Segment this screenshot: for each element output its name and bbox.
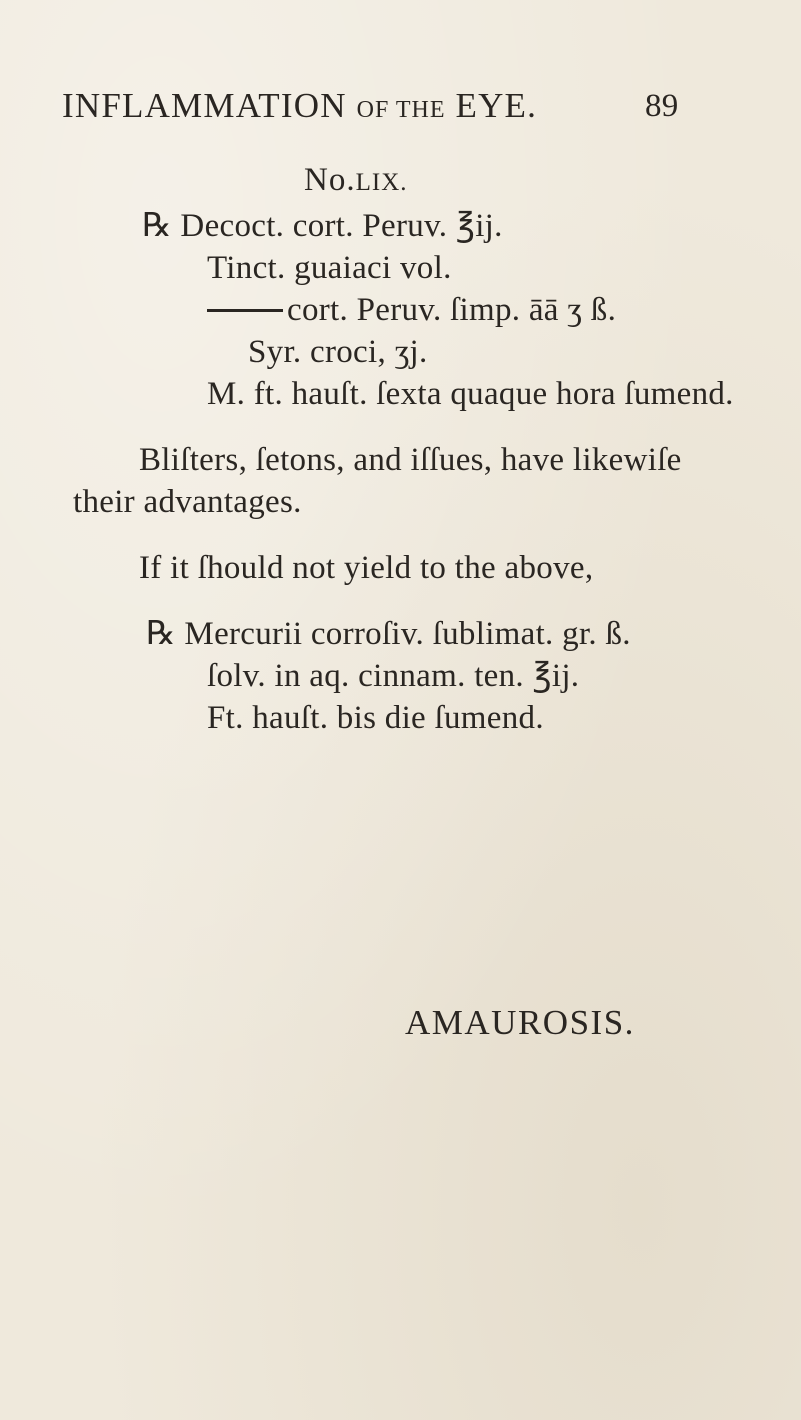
recipe2-line: ſolv. in aq. cinnam. ten. ℥ij. xyxy=(207,658,580,694)
running-title-of-the: OF THE xyxy=(356,97,446,123)
section-heading: AMAUROSIS. xyxy=(405,1003,635,1042)
recipe2-line: Ft. hauſt. bis die ſumend. xyxy=(207,700,544,736)
recipe-number-value: LIX. xyxy=(355,169,408,196)
running-title xyxy=(62,86,537,130)
running-title-main: INFLAMMATION xyxy=(62,86,347,125)
recipe-number xyxy=(304,160,408,203)
paragraph-line: their advantages. xyxy=(73,484,302,520)
recipe-line-text: cort. Peruv. ſimp. āā ʒ ß. xyxy=(287,292,617,328)
recipe-number-prefix: No. xyxy=(304,162,356,198)
recipe-line: ℞ Decoct. cort. Peruv. ℥ij. xyxy=(142,208,503,244)
recipe-line: Syr. croci, ʒj. xyxy=(248,334,428,370)
page-number: 89 xyxy=(645,88,679,124)
recipe-line: M. ft. hauſt. ſexta quaque hora ſumend. xyxy=(207,376,734,412)
recipe-line-with-dash xyxy=(207,290,616,330)
paragraph-line: If it ſhould not yield to the above, xyxy=(139,550,594,586)
recipe2-line: ℞ Mercurii corroſiv. ſublimat. gr. ß. xyxy=(146,616,631,652)
running-title-eye: EYE. xyxy=(455,86,538,125)
recipe-line: Tinct. guaiaci vol. xyxy=(207,250,452,286)
ditto-dash xyxy=(207,309,283,312)
paragraph-line: Bliſters, ſetons, and iſſues, have likewiſe xyxy=(139,442,682,478)
